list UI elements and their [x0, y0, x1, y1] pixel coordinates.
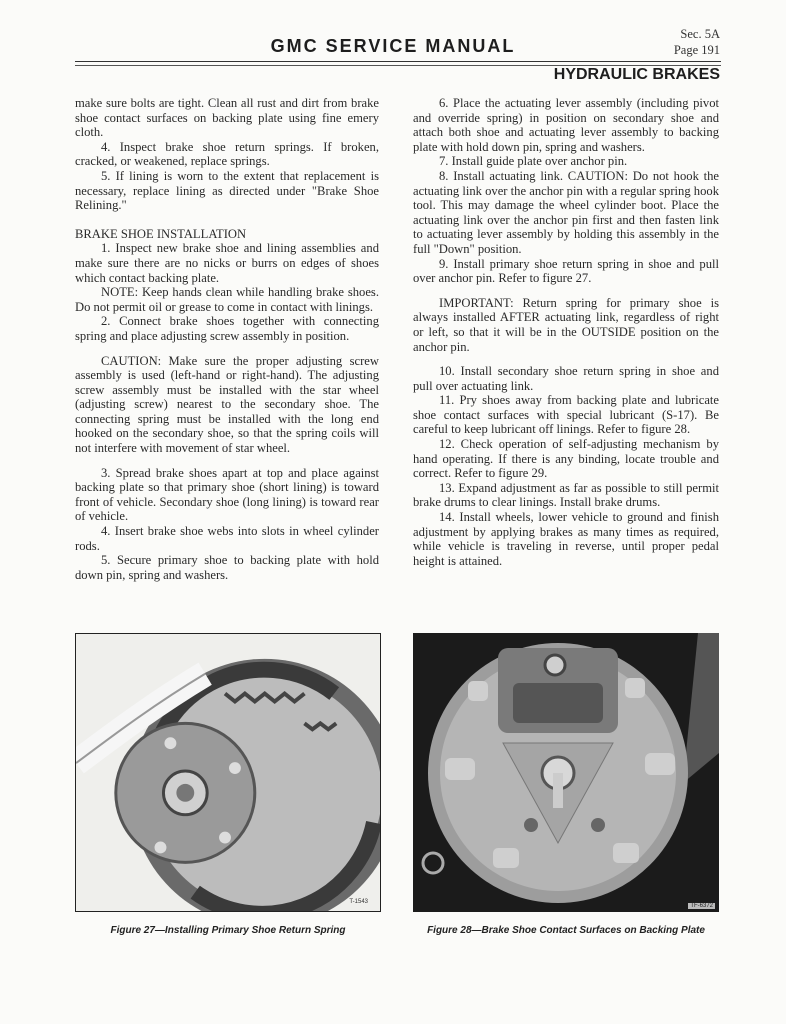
paragraph: 10. Install secondary shoe return spring in shoe and pull over actuating link.: [413, 364, 719, 393]
paragraph: 8. Install actuating link. CAUTION: Do not hook the actuating link over the anchor pin with a regular spring hook tool. This may damage the wheel cylinder boot. Place the actuating link over the anchor pin first and then fasten link to actuating lever assembly by holding this assembly in the full "Down" position.: [413, 168, 719, 256]
figure-28-photo: [413, 633, 719, 912]
paragraph: 7. Install guide plate over anchor pin.: [439, 154, 628, 169]
left-column: [75, 96, 379, 582]
page-reference: [674, 26, 720, 58]
paragraph: 2. Connect brake shoes together with connecting spring and place adjusting screw assembly in position.: [75, 314, 379, 343]
paragraph: 11. Pry shoes away from backing plate and lubricate shoe contact surfaces with special lubricant (S-17). Be careful to keep lubricant off linings. Refer to figure 28.: [413, 393, 719, 437]
paragraph: 13. Expand adjustment as far as possible to still permit brake drums to clear linings. Install brake drums.: [413, 480, 719, 510]
figure-28-caption: Figure 28—Brake Shoe Contact Surfaces on Backing Plate: [427, 925, 705, 936]
backing-plate-illustration: [413, 633, 719, 912]
paragraph: 5. If lining is worn to the extent that replacement is necessary, replace lining as directed under "Brake Shoe Relining.": [75, 168, 379, 213]
paragraph: 12. Check operation of self-adjusting mechanism by hand operating. If there is any binding, locate trouble and correct. Refer to figure 29.: [413, 437, 719, 481]
paragraph: NOTE: Keep hands clean while handling brake shoes. Do not permit oil or grease to come in contact with linings.: [75, 285, 379, 314]
paragraph: 5. Secure primary shoe to backing plate with hold down pin, spring and washers.: [75, 553, 379, 582]
figure-id-label: T-1543: [349, 899, 368, 905]
page-number: Page 191: [673, 43, 720, 57]
section-heading: BRAKE SHOE INSTALLATION: [75, 226, 247, 241]
paragraph: 1. Inspect new brake shoe and lining assemblies and make sure there are no nicks or burrs on edges of shoes which contact backing plate.: [75, 241, 379, 285]
right-column: [413, 96, 719, 568]
paragraph: 6. Place the actuating lever assembly (including pivot and override spring) in position on secondary shoe and attach both shoe and actuating lever assembly to backing plate with hold down pin, spring and washers.: [413, 96, 719, 154]
important-paragraph: IMPORTANT: Return spring for primary shoe is always installed AFTER actuating link, regardless of right or left, so that it will be in the OUTSIDE position on the anchor pin.: [413, 295, 719, 354]
manual-title: GMC SERVICE MANUAL: [270, 36, 516, 56]
section-number: Sec. 5A: [680, 27, 720, 41]
paragraph: make sure bolts are tight. Clean all rust and dirt from brake shoe contact surfaces on backing plate using fine emery cloth.: [75, 96, 379, 140]
figure-27-caption: Figure 27—Installing Primary Shoe Return Spring: [110, 925, 346, 936]
paragraph: 4. Insert brake shoe webs into slots in wheel cylinder rods.: [75, 524, 379, 553]
header-rule: [75, 61, 721, 62]
caution-paragraph: CAUTION: Make sure the proper adjusting screw assembly is used (left-hand or right-hand). The adjusting screw assembly must be installed with the star wheel (adjusting screw) nearest to the secondary shoe. The connecting spring must be installed with the long end hooked on the secondary shoe, so that the spring coils will not interfere with movement of star wheel.: [75, 353, 379, 456]
paragraph: 14. Install wheels, lower vehicle to ground and finish adjustment by applying brakes as many times as required, while vehicle is traveling in reverse, until proper pedal height is attained.: [413, 510, 719, 568]
paragraph: 9. Install primary shoe return spring in shoe and pull over anchor pin. Refer to figure 27.: [413, 256, 719, 286]
figure-id-label: TF-6372: [690, 903, 713, 909]
chapter-title: HYDRAULIC BRAKES: [553, 66, 720, 83]
paragraph: 3. Spread brake shoes apart at top and place against backing plate so that primary shoe (short lining) is toward front of vehicle. Secondary shoe (long lining) is toward rear of vehicle.: [75, 465, 379, 524]
figure-27-photo: [75, 633, 381, 912]
paragraph: 4. Inspect brake shoe return springs. If broken, cracked, or weakened, replace springs.: [75, 139, 379, 169]
brake-assembly-illustration: [76, 634, 380, 911]
